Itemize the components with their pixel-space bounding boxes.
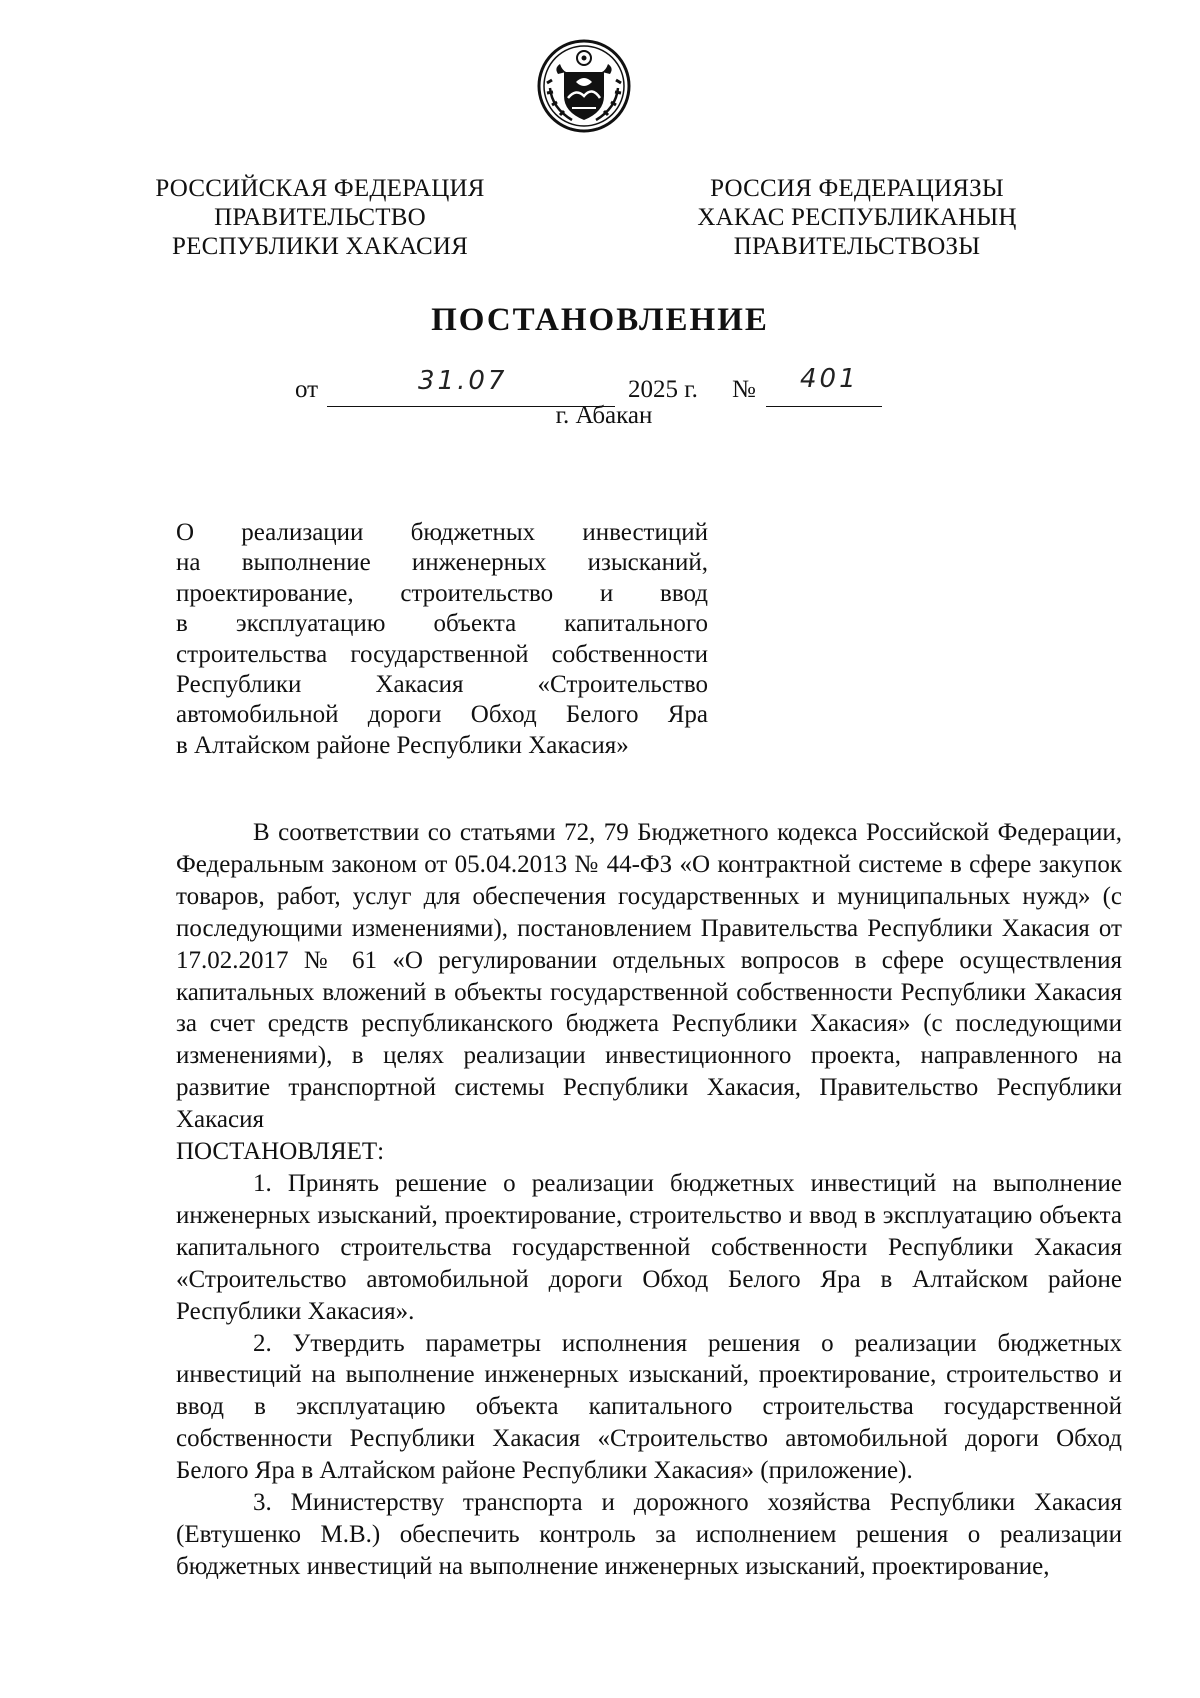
subject-line: Республики Хакасия «Строительство <box>176 671 708 699</box>
subject-line: в эксплуатацию объекта капитального <box>176 610 708 638</box>
item-3-paragraph: 3. Министерству транспорта и дорожного хозяйства Республики Хакасия (Евтушенко М.В.) обеспечить контроль за исполнением решения о реализации бюджетных инвестиций на выполнение инженерных изысканий, проектирование, <box>176 1489 1122 1580</box>
subject-line: строительства государственной собственности <box>176 640 708 668</box>
coat-of-arms-icon <box>536 38 632 134</box>
year-label: 2025 г. <box>628 376 698 403</box>
header-left-line: ПРАВИТЕЛЬСТВО <box>214 204 426 231</box>
item-1-paragraph: 1. Принять решение о реализации бюджетных инвестиций на выполнение инженерных изысканий, проектирование, строительство и ввод в эксплуатацию объекта капитального строительства государственной собственности Республики Хакасия «Строительство автомобильной дороги Обход Белого Яра в Алтайском районе Республики Хакасия». <box>176 1169 1122 1325</box>
number-handwritten: 401 <box>800 364 859 394</box>
header-right-line: ПРАВИТЕЛЬСТВОЗЫ <box>733 233 981 260</box>
subject-line: О реализации бюджетных инвестиций <box>176 519 708 546</box>
header-left-line: РОССИЙСКАЯ ФЕДЕРАЦИЯ <box>155 175 485 202</box>
city-label: г. Абакан <box>555 402 653 429</box>
header-left-line: РЕСПУБЛИКИ ХАКАСИЯ <box>172 233 468 260</box>
date-handwritten: 31.07 <box>418 366 508 396</box>
subject-line: на выполнение инженерных изысканий, <box>176 549 708 577</box>
preamble-paragraph: В соответствии со статьями 72, 79 Бюджетного кодекса Российской Федерации, Федеральным законом от 05.04.2013 № 44-ФЗ «О контрактной системе в сфере закупок товаров, работ, услуг для обеспечения государственных и муниципальных нужд» (с последующими изменениями), постановлением Правительства Республики Хакасия от 17.02.2017 № 61 «О регулировании отдельных вопросов в сфере осуществления капитальных вложений в объекты государственной собственности Республики Хакасия за счет средств республиканского бюджета Республики Хакасия» (с последующими изменениями), в целях реализации инвестиционного проекта, направленного на развитие транспортной системы Республики Хакасия, Правительство Республики Хакасия <box>176 819 1122 1134</box>
subject-line: в Алтайском районе Республики Хакасия» <box>176 731 629 759</box>
header-right-khakas <box>684 174 1030 261</box>
header-left-russian <box>150 174 490 261</box>
subject-line: проектирование, строительство и ввод <box>176 579 708 607</box>
resolution-subject <box>176 518 708 761</box>
resolves-word: ПОСТАНОВЛЯЕТ: <box>176 1138 385 1166</box>
item-2-paragraph: 2. Утвердить параметры исполнения решения о реализации бюджетных инвестиций на выполнение инженерных изысканий, проектирование, строительство и ввод в эксплуатацию объекта капитального строительства государственной собственности Республики Хакасия «Строительство автомобильной дороги Обход Белого Яра в Алтайском районе Республики Хакасия» (приложение). <box>176 1329 1122 1485</box>
date-prefix: от <box>295 376 319 403</box>
resolution-body <box>176 817 1122 1583</box>
number-sign: № <box>732 376 756 403</box>
subject-line: автомобильной дороги Обход Белого Яра <box>176 701 708 729</box>
header-right-line: ХАКАС РЕСПУБЛИКАНЫҢ <box>697 204 1017 231</box>
header-right-line: РОССИЯ ФЕДЕРАЦИЯЗЫ <box>710 175 1004 202</box>
document-title: ПОСТАНОВЛЕНИЕ <box>431 302 769 338</box>
